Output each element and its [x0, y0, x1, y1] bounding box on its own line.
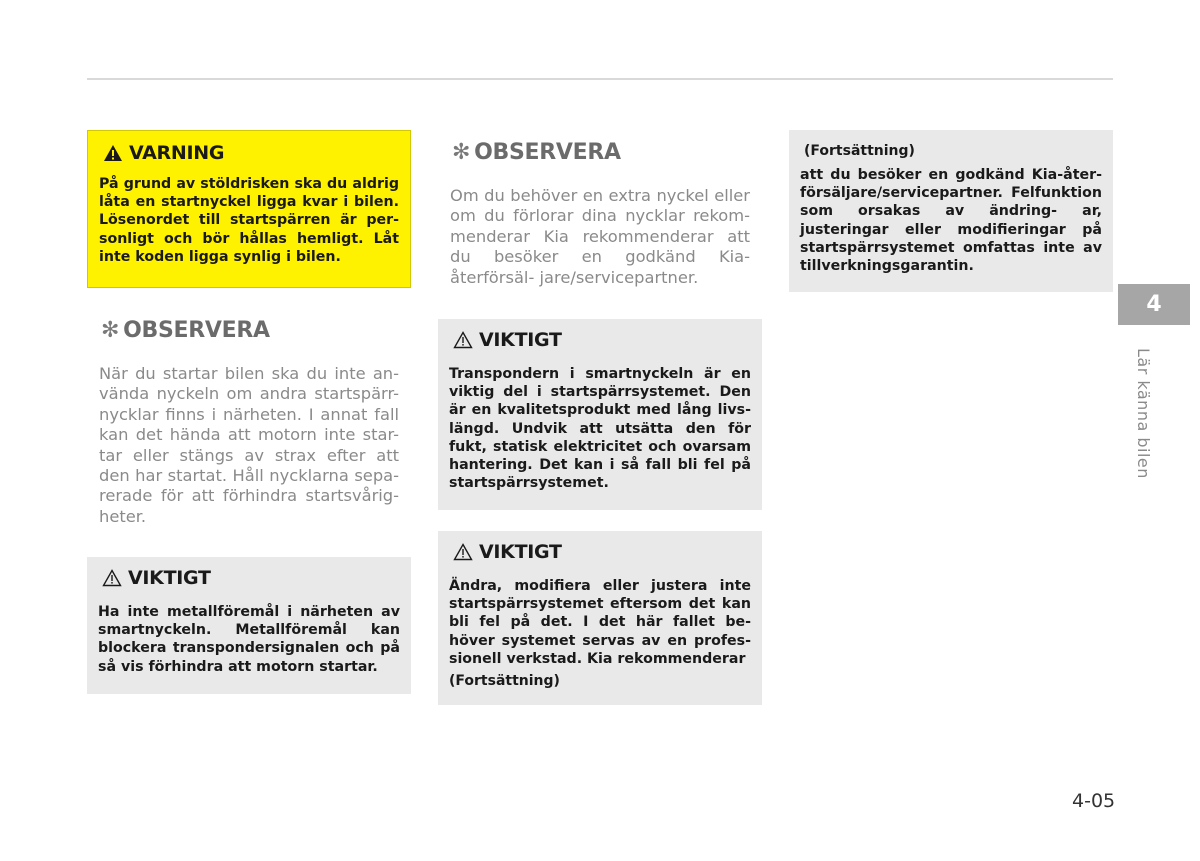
caution-triangle-icon: [102, 569, 122, 587]
important-text: Ändra, modifiera eller justera inte startspärrsystemet eftersom det kan bli fel på det. I det här fallet be- höver systemet servas av en profes- sionell verkstad. Kia rekommenderar: [449, 578, 751, 667]
observe-text-middle: Om du behöver en extra nyckel eller om du förlorar dina nycklar rekom- menderar Kia rekommenderar att du besöker en godkänd Kia-återförsäl- jare/servicepartner.: [450, 186, 750, 287]
important-title: VIKTIGT: [479, 541, 562, 563]
important-title-row: [102, 567, 400, 589]
continued-label: (Fortsättning): [449, 673, 560, 690]
asterisk-icon: ✻: [452, 140, 471, 165]
asterisk-icon: ✻: [101, 318, 120, 343]
continued-box-right: [789, 130, 1113, 292]
important-text: Transpondern i smartnyckeln är en viktig del i startspärrsystemet. Den är en kvalitetsprodukt med lång livs- längd. Undvik att utsätta den för fukt, statisk elektricitet och ovarsam hantering. Det kan i så fall bli fel på startspärrsystemet.: [449, 366, 751, 492]
important-title-row: [453, 329, 751, 351]
important-title-row: [453, 541, 751, 563]
important-box-middle-1: [438, 319, 762, 510]
continued-heading: (Fortsättning): [804, 143, 915, 159]
warning-box: [87, 130, 411, 288]
continued-text: att du besöker en godkänd Kia-åter- försäljare/servicepartner. Felfunktion som orsakas av ändring- ar, justeringar eller modifieringar på startspärrsystemet omfattas inte av tillverkningsgarantin.: [800, 167, 1102, 275]
page-number: 4-05: [1072, 790, 1116, 812]
important-title: VIKTIGT: [128, 567, 211, 589]
warning-title-row: [103, 142, 399, 164]
important-box-left: [87, 557, 411, 694]
chapter-tab: 4: [1118, 284, 1190, 325]
warning-triangle-icon: [103, 144, 123, 162]
caution-triangle-icon: [453, 331, 473, 349]
header-divider: [87, 78, 1113, 80]
warning-title: VARNING: [129, 142, 225, 164]
caution-triangle-icon: [453, 543, 473, 561]
observe-title-left: ✻ OBSERVERA: [101, 318, 270, 343]
observe-title-middle: ✻ OBSERVERA: [452, 140, 621, 165]
warning-text: På grund av stöldrisken ska du aldrig låta en startnyckel ligga kvar i bilen. Lösenordet till startspärren är per- sonligt och bör hållas hemligt. Låt inte koden ligga synlig i bilen.: [99, 176, 399, 265]
important-text: Ha inte metallföremål i närheten av smartnyckeln. Metallföremål kan blockera transpondersignalen och på så vis förhindra att motorn startar.: [98, 604, 400, 675]
important-title: VIKTIGT: [479, 329, 562, 351]
observe-text-left: När du startar bilen ska du inte an- vända nyckeln om andra startspärr- nycklar finns i närheten. I annat fall kan det hända att motorn inte star- tar eller stängs av strax efter att den har startat. Håll nycklarna sepa- rerade för att förhindra startsvårig- heter.: [99, 364, 399, 526]
important-box-middle-2: [438, 531, 762, 705]
chapter-label: Lär känna bilen: [1134, 348, 1153, 479]
